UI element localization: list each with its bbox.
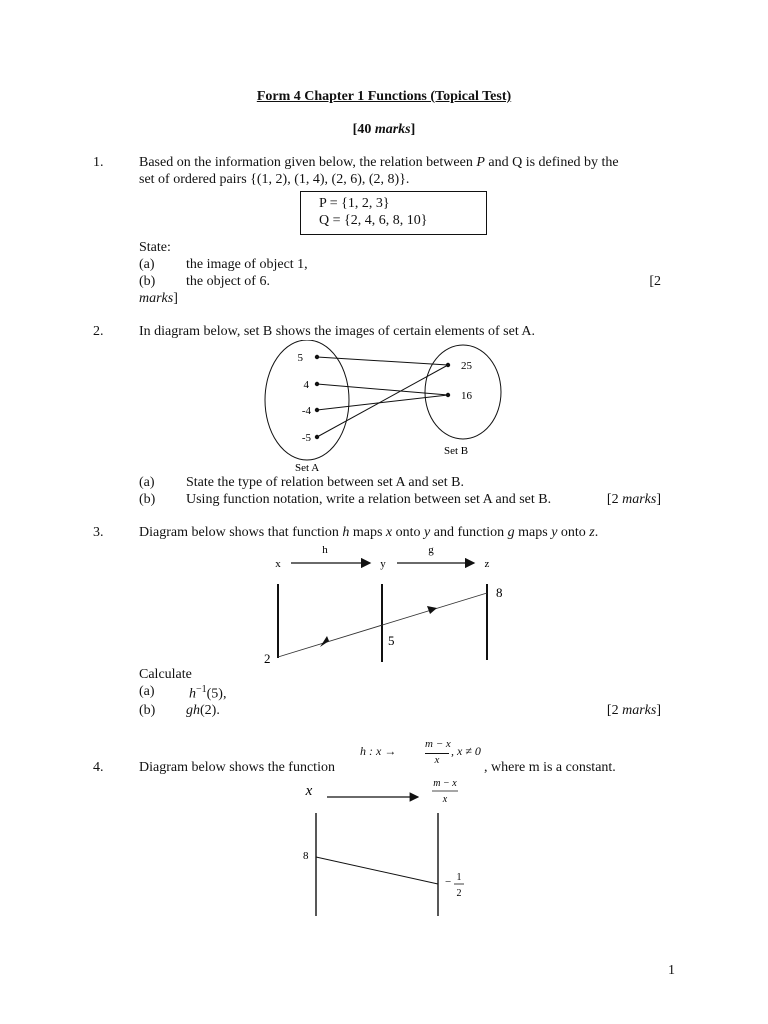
q1-a-text: the image of object 1, [186,257,308,272]
q3-b-label: (b) [139,703,156,718]
q1-set-p: P = {1, 2, 3} [319,196,390,211]
value-half-den: 2 [456,888,462,899]
q2-a-label: (a) [139,475,155,490]
q4-line1-a: Diagram below shows the function [139,760,335,775]
q3-a-label: (a) [139,684,155,699]
label-num: m − x [433,780,457,789]
arrowhead-g [427,606,437,614]
q3-number: 3. [93,525,104,540]
set-b-label: Set B [444,445,469,457]
q3-calculate: Calculate [139,667,192,682]
q2-a-text: State the type of relation between set A and set B. [186,475,464,490]
label-h: h [322,544,328,556]
mapping-line [316,857,438,884]
q1-b-label: (b) [139,274,156,289]
q1-line2: set of ordered pairs {(1, 2), (1, 4), (2, 6), (2, 8)}. [139,172,410,187]
set-b-element: 16 [461,390,472,402]
mapping-arrow [317,365,448,437]
q1-set-q: Q = {2, 4, 6, 8, 10} [319,213,428,228]
q2-arrow-diagram [255,340,515,475]
q4-function-den: x [434,754,440,766]
q3-mapping-diagram [255,541,515,671]
value-2: 2 [264,651,271,666]
set-a-element: -5 [301,432,311,444]
label-x: x [305,783,313,799]
set-a-element: 4 [303,379,309,391]
q1-state: State: [139,240,171,255]
value-8: 8 [303,850,309,862]
set-a-element: -4 [301,405,311,417]
label-g: g [428,544,434,556]
label-den: x [442,794,448,805]
q4-function-cond: , x ≠ 0 [451,744,481,758]
arrowhead-h [320,636,329,647]
value-minus: − [445,876,452,888]
q2-line1: In diagram below, set B shows the images of certain elements of set A. [139,324,536,339]
total-marks: [40 marks] [352,122,416,137]
q1-marks-rest: marks] [139,291,178,306]
q1-b-text: the object of 6. [186,274,270,289]
q1-marks-open: [2 [649,274,661,289]
q4-line1-b: , where m is a constant. [484,760,616,775]
q3-a-text: $h^{-1}(5)$, [189,684,227,702]
set-a-element: 5 [297,352,303,364]
value-8: 8 [496,585,503,600]
q4-function-num: m − x [425,738,451,750]
label-z: z [484,558,490,570]
q1-number: 1. [93,155,104,170]
page-title: Form 4 Chapter 1 Functions (Topical Test) [256,89,512,104]
value-half-num: 1 [456,872,462,883]
q4-function-lhs: h : x → [360,744,397,758]
value-5: 5 [388,633,395,648]
label-x: x [275,558,281,570]
q2-marks: [2 marks] [606,492,661,507]
mapping-arrow [317,384,448,395]
set-b-element: 25 [461,360,472,372]
page-number: 1 [668,963,675,978]
q3-b-text: gh(2). [186,703,220,718]
q4-mapping-diagram [295,780,485,920]
label-y: y [380,558,386,570]
q3-line1: Diagram below shows that function h maps x onto y and function g maps y onto z. [139,525,599,540]
q3-marks: [2 marks] [606,703,661,718]
q2-number: 2. [93,324,104,339]
q2-b-text: Using function notation, write a relation between set A and set B. [186,492,552,507]
q1-set-box [300,191,487,235]
q2-b-label: (b) [139,492,156,507]
mapping-arrow [317,395,448,410]
mapping-arrow [317,357,448,365]
q1-line1: Based on the information given below, the relation between P and Q is defined by the [139,155,619,170]
set-a-label: Set A [295,462,320,474]
q4-number: 4. [93,760,104,775]
q1-a-label: (a) [139,257,155,272]
